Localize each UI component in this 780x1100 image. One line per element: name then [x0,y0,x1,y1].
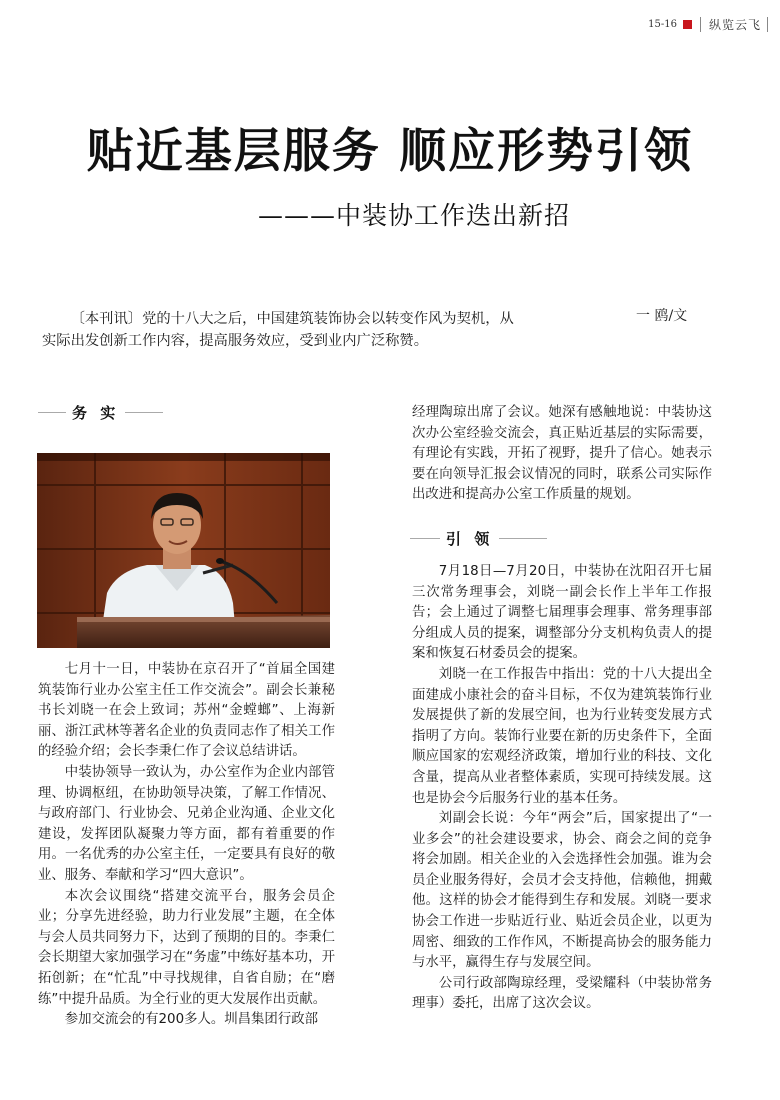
header-divider [700,17,701,32]
page-numbers: 15-16 [648,18,677,30]
section-yinling-body [412,562,712,1015]
paragraph: 刘晓一在工作报告中指出：党的十八大提出全面建成小康社会的奋斗目标，不仅为建筑装饰行业发展提供了新的发展空间，也为行业转变发展方式指明了方向。装饰行业要在新的历史条件下，全面顺应国家的宏观经济政策，增加行业的科技、文化含量，提高从业者整体素质，实现可持续发展。这也是协会今后服务行业的基本任务。 [412,666,712,806]
article-title: 贴近基层服务 顺应形势引领 [86,124,694,179]
red-square-marker [683,20,692,29]
heading-rule-right [499,538,547,539]
paragraph: 七月十一日，中装协在京召开了“首届全国建筑装饰行业办公室主任工作交流会”。副会长兼秘书长刘晓一在会上致词；苏州“金螳螂”、上海新丽、浙江武林等著名企业的负责同志作了相关工作的经验介绍；会长李秉仁作了会议总结讲话。 [38,662,335,760]
header-divider-right [767,17,768,32]
lead-paragraph: 〔本刊讯〕党的十八大之后，中国建筑装饰协会以转变作风为契机，从实际出发创新工作内容，提高服务效应，受到业内广泛称赞。 [42,311,514,349]
heading-rule-left [410,538,440,539]
running-header [648,14,768,34]
section-heading-wushi [38,402,163,423]
article-subtitle: ———中装协工作迭出新招 [258,201,571,230]
heading-rule-right [125,412,163,413]
left-column-text [38,660,335,1031]
column-name: 纵览云飞 [708,17,761,32]
paragraph: 中装协领导一致认为，办公室作为企业内部管理、协调枢纽，在协助领导决策，了解工作情况、与政府部门、行业协会、兄弟企业沟通、企业文化建设，发挥团队凝聚力等方面，都有着重要的作用。一名优秀的办公室主任，一定要具有良好的敬业、服务、奉献和学习“四大意识”。 [38,764,335,883]
heading-rule-left [38,412,66,413]
section-heading-yinling [410,528,547,549]
section-heading-text: 引 领 [446,530,494,548]
speaker-at-podium-image [37,453,330,648]
paragraph: 参加交流会的有200多人。圳昌集团行政部 [64,1012,318,1028]
paragraph: 本次会议围绕“搭建交流平台，服务会员企业；分享先进经验，助力行业发展”主题，在全体与会人员共同努力下，达到了预期的目的。李秉仁会长期望大家加强学习在“务虚”中练好基本功，开拓创新；在“忙乱”中寻找规律，自省自励；在“磨练”中提升品质。为全行业的更大发展作出贡献。 [38,888,335,1007]
paragraph-continuation: 经理陶琼出席了会议。她深有感触地说：中装协这次办公室经验交流会，真正贴近基层的实际需要，有理论有实践，开拓了视野，提升了信心。她表示要在向领导汇报会议情况的同时，联系公司实际作出改进和提高办公室工作质量的规划。 [412,405,712,503]
paragraph: 7月18日—7月20日，中装协在沈阳召开七届三次常务理事会，刘晓一副会长作上半年工作报告；会上通过了调整七届理事会理事、常务理事部分组成人员的提案，调整部分分支机构负责人的提案和恢复石材委员会的提案。 [412,563,712,662]
paragraph: 公司行政部陶琼经理，受梁耀科（中装协常务理事）委托，出席了这次会议。 [412,975,712,1012]
paragraph: 刘副会长说：今年“两会”后，国家提出了“一业多会”的社会建设要求，协会、商会之间的竞争将会加剧。相关企业的入会选择性会加强。谁为会员企业服务得好，会员才会支持他，信赖他，拥戴他。这样的协会才能得到生存和发展。刘晓一要求协会工作进一步贴近行业、贴近会员企业，以更为周密、细致的工作作风，不断提高协会的服务能力与水平，赢得生存与发展空间。 [412,811,712,971]
article-lead [42,308,522,352]
section-heading-text: 务 实 [72,404,120,422]
speaker-photo [37,453,330,648]
right-column-text [412,403,712,1015]
byline: 一 鸥/文 [636,308,688,324]
